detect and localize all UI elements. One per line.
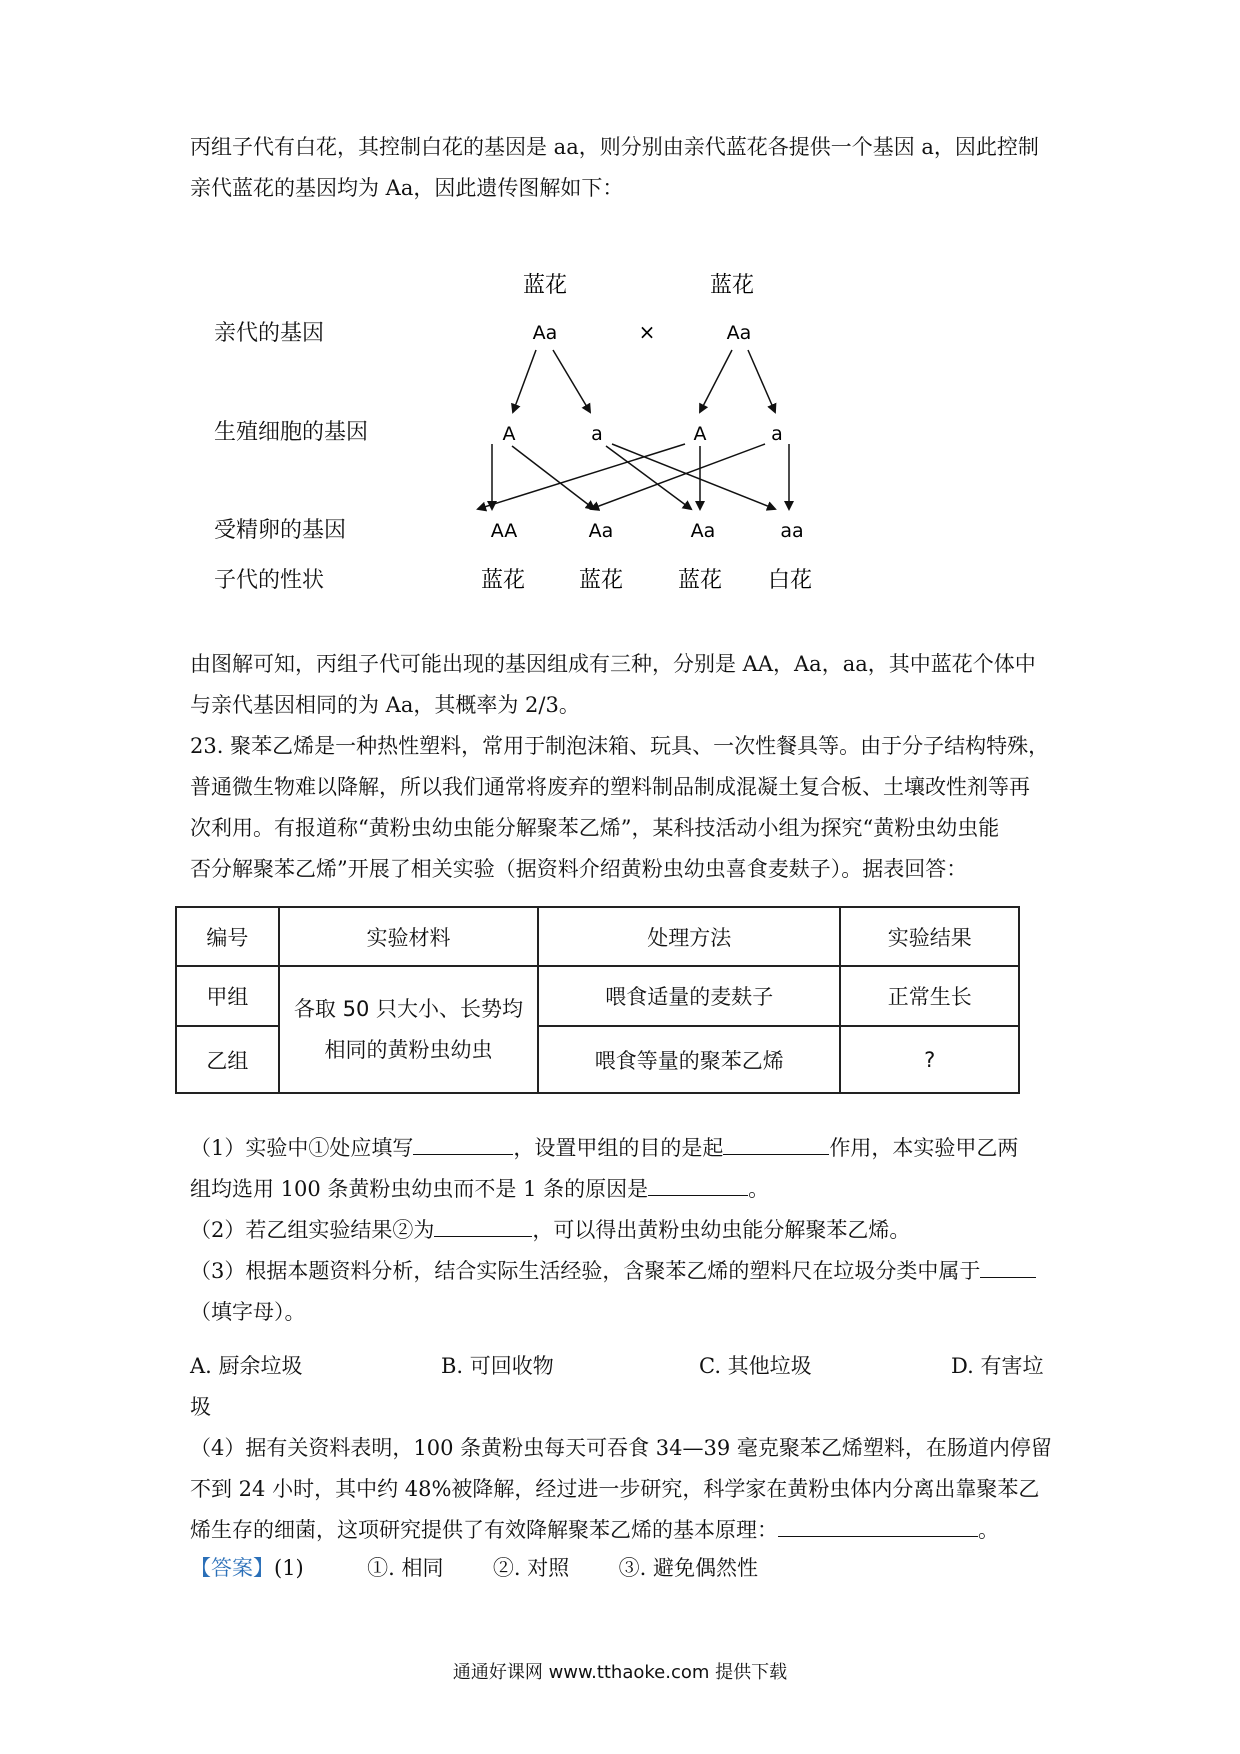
material-line-1: 各取 50 只大小、长势均: [293, 996, 524, 1021]
option-b[interactable]: B. 可回收物: [441, 1354, 554, 1378]
row-result: ?: [840, 1026, 1019, 1093]
intro-line-1: 丙组子代有白花，其控制白花的基因是 aa，则分别由亲代蓝花各提供一个基因 a，因此控制: [190, 135, 1039, 159]
sub-question-3-line-2: （填字母）。: [190, 1300, 306, 1324]
sub1-text-b: ，设置甲组的目的是起: [513, 1136, 724, 1160]
sub2-text-a: （2）若乙组实验结果②为: [190, 1218, 435, 1242]
row-method: 喂食适量的麦麸子: [538, 966, 840, 1026]
parent-phenotype-2: 蓝花: [709, 273, 755, 298]
option-d[interactable]: D. 有害垃: [951, 1354, 1044, 1378]
parent-genotype-2: Aa: [726, 322, 752, 344]
row-method: 喂食等量的聚苯乙烯: [538, 1026, 840, 1093]
sub-question-4-line-1: （4）据有关资料表明，100 条黄粉虫每天可吞食 34—39 毫克聚苯乙烯塑料，在肠道内停留: [190, 1436, 1052, 1460]
sub-questions-block: [190, 1128, 1060, 1333]
option-a[interactable]: A. 厨余垃圾: [190, 1354, 303, 1378]
conclusion-line-1: 由图解可知，丙组子代可能出现的基因组成有三种，分别是 AA，Aa，aa，其中蓝花个体中: [190, 652, 1036, 676]
sub1-text-c: 作用，本实验甲乙两: [829, 1136, 1019, 1160]
sub4-text-b: 。: [978, 1518, 999, 1542]
answer-1: ①. 相同: [367, 1556, 444, 1580]
question-23-line-3: 次利用。有报道称“黄粉虫幼虫能分解聚苯乙烯”，某科技活动小组为探究“黄粉虫幼虫能: [190, 816, 1000, 840]
gamete-1: A: [502, 423, 516, 445]
conclusion-paragraph: [190, 644, 1060, 890]
offspring-trait-4: 白花: [767, 568, 813, 593]
diagram-svg: [0, 0, 1240, 640]
cross-symbol: ×: [638, 320, 656, 344]
zygote-1: AA: [490, 520, 518, 542]
experiment-table: [175, 906, 1020, 1094]
answer-2: ②. 对照: [492, 1556, 570, 1580]
option-d-wrap: 圾: [190, 1395, 211, 1419]
answer-tag: 【答案】: [190, 1556, 274, 1580]
label-parent-genotype: 亲代的基因: [214, 321, 325, 346]
page-footer: 通通好课网 www.tthaoke.com 提供下载: [452, 1662, 788, 1683]
row-result: 正常生长: [840, 966, 1019, 1026]
sub4-text-a: 烯生存的细菌，这项研究提供了有效降解聚苯乙烯的基本原理：: [190, 1518, 778, 1542]
sub-question-4-line-2: 不到 24 小时，其中约 48%被降解，经过进一步研究，科学家在黄粉虫体内分离出靠聚苯乙: [190, 1477, 1040, 1501]
answer-blank-6[interactable]: [778, 1512, 978, 1537]
row-id: 乙组: [176, 1026, 279, 1093]
gamete-to-zygote-arrows: [478, 444, 789, 509]
options-row: [190, 1342, 1060, 1383]
parent-phenotype-1: 蓝花: [522, 273, 568, 298]
offspring-trait-2: 蓝花: [578, 568, 624, 593]
label-offspring-trait: 子代的性状: [214, 568, 325, 593]
question-23-line-4: 否分解聚苯乙烯”开展了相关实验（据资料介绍黄粉虫幼虫喜食麦麸子）。据表回答：: [190, 857, 968, 881]
sub-question-2: [190, 1210, 1060, 1251]
offspring-trait-3: 蓝花: [677, 568, 723, 593]
header-result: 实验结果: [840, 907, 1019, 966]
gamete-4: a: [771, 423, 783, 445]
answer-3: ③. 避免偶然性: [618, 1556, 758, 1580]
sub-question-4-block: [190, 1387, 1060, 1551]
conclusion-line-2: 与亲代基因相同的为 Aa，其概率为 2/3。: [190, 693, 580, 717]
sub2-text-b: ，可以得出黄粉虫幼虫能分解聚苯乙烯。: [532, 1218, 911, 1242]
sub3-text-a: （3）根据本题资料分析，结合实际生活经验，含聚苯乙烯的塑料尺在垃圾分类中属于: [190, 1259, 981, 1283]
answer-blank-3[interactable]: [648, 1171, 748, 1196]
answer-blank-1[interactable]: [413, 1130, 513, 1155]
answer-blank-4[interactable]: [434, 1212, 532, 1237]
sub1-text-e: 。: [748, 1177, 770, 1201]
header-method: 处理方法: [538, 907, 840, 966]
material-line-2: 相同的黄粉虫幼虫: [324, 1037, 493, 1062]
option-c[interactable]: C. 其他垃圾: [699, 1354, 812, 1378]
header-material: 实验材料: [279, 907, 538, 966]
header-id: 编号: [176, 907, 279, 966]
parent-to-gamete-arrows: [513, 350, 775, 412]
gamete-3: A: [693, 423, 707, 445]
question-23-line-2: 普通微生物难以降解，所以我们通常将废弃的塑料制品制成混凝土复合板、土壤改性剂等再: [190, 775, 1030, 799]
label-gamete-genotype: 生殖细胞的基因: [214, 420, 369, 445]
offspring-trait-1: 蓝花: [480, 568, 526, 593]
answer-blank-2[interactable]: [723, 1130, 829, 1155]
question-23-line-1: 23. 聚苯乙烯是一种热性塑料，常用于制泡沫箱、玩具、一次性餐具等。由于分子结构特殊，: [190, 734, 1050, 758]
table-row: [176, 966, 1019, 1026]
sub-question-4-line-3: [190, 1510, 1060, 1551]
answer-blank-5[interactable]: [980, 1253, 1036, 1278]
table-header-row: [176, 907, 1019, 966]
zygote-4: aa: [780, 520, 804, 542]
answer-part: (1): [274, 1556, 304, 1580]
sub-question-1-line-1: [190, 1128, 1060, 1169]
sub-question-3-line-1: [190, 1251, 1060, 1292]
row-id: 甲组: [176, 966, 279, 1026]
sub1-text-d: 组均选用 100 条黄粉虫幼虫而不是 1 条的原因是: [190, 1177, 649, 1201]
material-cell: [279, 966, 538, 1093]
zygote-2: Aa: [588, 520, 614, 542]
parent-genotype-1: Aa: [532, 322, 558, 344]
answer-line: [190, 1552, 758, 1582]
gamete-2: a: [591, 423, 603, 445]
sub1-text-a: （1）实验中①处应填写: [190, 1136, 414, 1160]
sub-question-1-line-2: [190, 1169, 1060, 1210]
intro-line-2: 亲代蓝花的基因均为 Aa，因此遗传图解如下：: [190, 176, 624, 200]
genetic-cross-diagram: [0, 0, 1240, 640]
label-zygote-genotype: 受精卵的基因: [214, 518, 347, 543]
zygote-3: Aa: [690, 520, 716, 542]
